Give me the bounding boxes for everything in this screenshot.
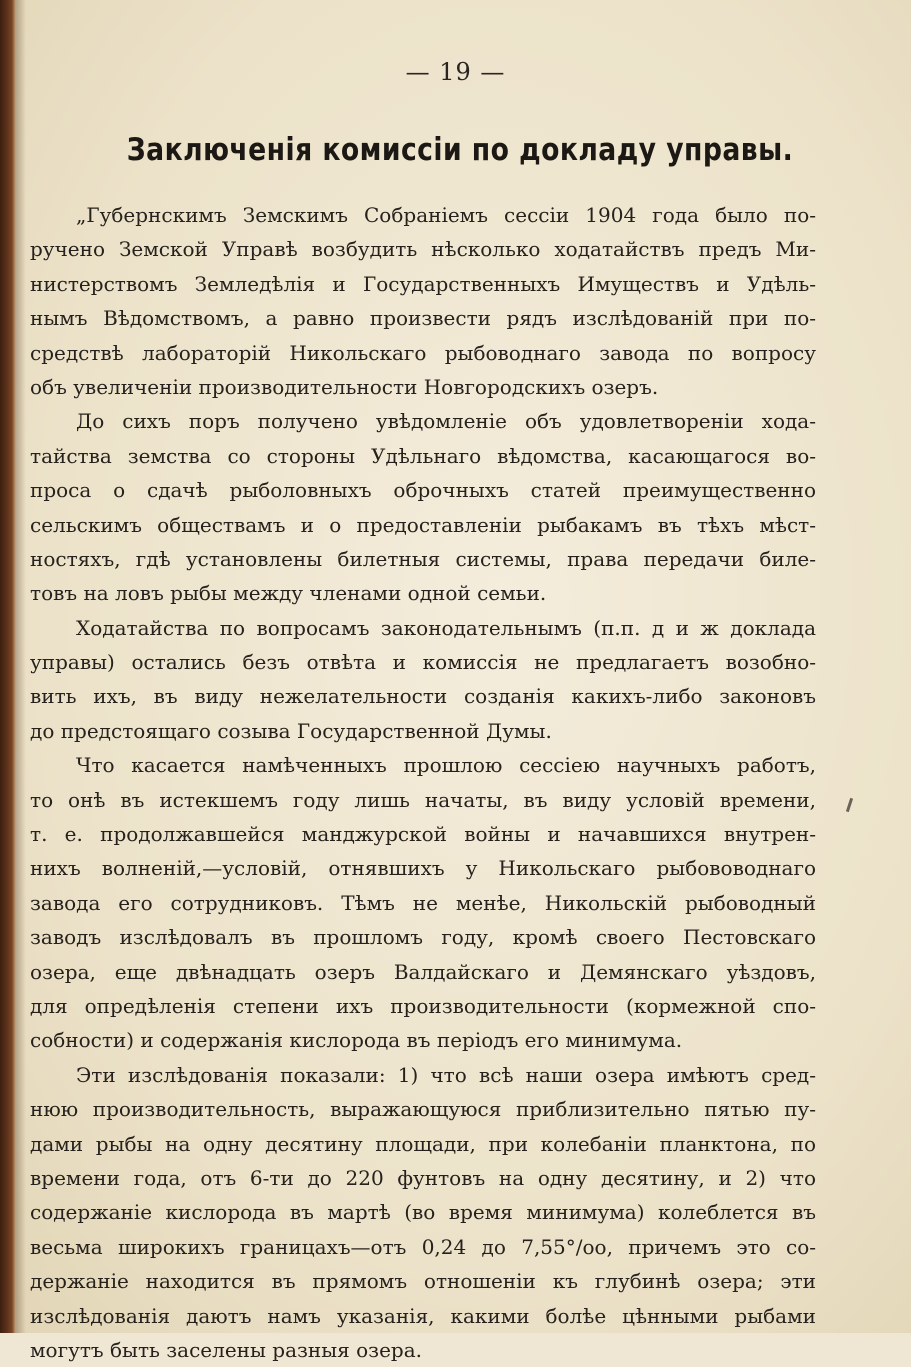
text-line: сельскимъ обществамъ и о предоставленіи рыбакамъ въ тѣхъ мѣст-	[30, 512, 816, 537]
text-line: ручено Земской Управѣ возбудить нѣсколько ходатайствъ предъ Ми-	[30, 237, 816, 262]
text-line: нистерствомъ Земледѣлія и Государственныхъ Имуществъ и Удѣль-	[30, 271, 816, 296]
text-line: изслѣдованія даютъ намъ указанія, какими болѣе цѣнными рыбами	[30, 1303, 816, 1328]
text-line: вить ихъ, въ виду нежелательности созданія какихъ-либо законовъ	[30, 684, 816, 709]
text-line: нымъ Вѣдомствомъ, а равно произвести рядъ изслѣдованій при по-	[30, 306, 816, 331]
text-line: объ увеличеніи производительности Новгородскихъ озеръ.	[30, 374, 659, 399]
margin-pencil-mark	[846, 798, 853, 812]
text-line: для опредѣленія степени ихъ производительности (кормежной спо-	[30, 993, 816, 1018]
text-line: управы) остались безъ отвѣта и комиссія не предлагаетъ возобно-	[30, 650, 816, 675]
text-line: озера, еще двѣнадцать озеръ Валдайскаго и Демянскаго уѣздовъ,	[30, 959, 816, 984]
text-line: ностяхъ, гдѣ установлены билетныя системы, права передачи биле-	[30, 546, 816, 571]
text-line: До сихъ поръ получено увѣдомленіе объ удовлетвореніи хода-	[76, 409, 816, 434]
page-number: — 19 —	[405, 58, 506, 86]
text-line: собности) и содержанія кислорода въ періодъ его минимума.	[30, 1028, 683, 1053]
text-line: нюю производительность, выражающуюся приблизительно пятью пу-	[30, 1097, 816, 1122]
text-line: то онѣ въ истекшемъ году лишь начаты, въ виду условій времени,	[30, 787, 816, 812]
text-line: товъ на ловъ рыбы между членами одной семьи.	[30, 581, 547, 606]
book-binding-edge	[0, 0, 16, 1333]
text-line: содержаніе кислорода въ мартѣ (во время минимума) колеблется въ	[30, 1200, 816, 1225]
text-line: тайства земства со стороны Удѣльнаго вѣдомства, касающагося во-	[30, 443, 816, 468]
text-line: нихъ волненій,—условій, отнявшихъ у Никольскаго рыбововоднаго	[30, 856, 816, 881]
paragraph	[30, 198, 816, 404]
text-line: до предстоящаго созыва Государственной Думы.	[30, 718, 552, 743]
binding-shadow	[16, 0, 26, 1333]
text-line: т. е. продолжавшейся манджурской войны и начавшихся внутрен-	[30, 822, 816, 847]
text-line: средствѣ лабораторій Никольскаго рыбоводнаго завода по вопросу	[30, 340, 816, 365]
text-line: дами рыбы на одну десятину площади, при колебаніи планктона, по	[30, 1131, 816, 1156]
text-line: времени года, отъ 6-ти до 220 фунтовъ на одну десятину, и 2) что	[30, 1165, 816, 1190]
text-line: весьма широкихъ границахъ—отъ 0,24 до 7,55°/oo, причемъ это со-	[30, 1234, 816, 1259]
text-line: завода его сотрудниковъ. Тѣмъ не менѣе, Никольскій рыбоводный	[30, 890, 816, 915]
text-line: Эти изслѣдованія показали: 1) что всѣ наши озера имѣютъ сред-	[76, 1062, 816, 1087]
paragraph	[30, 1058, 816, 1367]
text-line: Что касается намѣченныхъ прошлою сессіею научныхъ работъ,	[76, 753, 816, 778]
section-title: Заключенія комиссіи по докладу управы.	[126, 132, 794, 168]
text-line: держаніе находится въ прямомъ отношеніи къ глубинѣ озера; эти	[30, 1269, 816, 1294]
paragraph	[30, 748, 816, 1058]
text-line: Ходатайства по вопросамъ законодательнымъ (п.п. д и ж доклада	[76, 615, 816, 640]
text-line: могутъ быть заселены разныя озера.	[30, 1337, 423, 1362]
body-text	[30, 198, 816, 1367]
paragraph	[30, 611, 816, 749]
text-line: заводъ изслѣдовалъ въ прошломъ году, кромѣ своего Пестовскаго	[30, 925, 816, 950]
text-line: „Губернскимъ Земскимъ Собраніемъ сессіи 1904 года было по-	[76, 203, 816, 227]
paragraph	[30, 404, 816, 610]
text-line: проса о сдачѣ рыболовныхъ оброчныхъ статей преимущественно	[30, 478, 816, 503]
